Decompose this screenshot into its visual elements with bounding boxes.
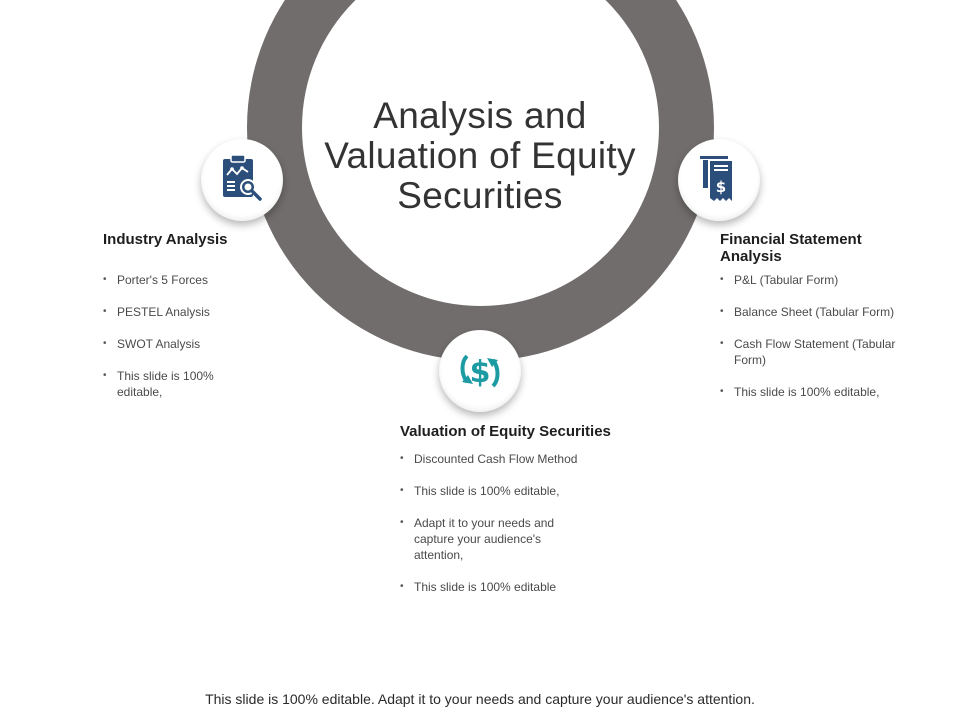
list-item: • This slide is 100% editable, xyxy=(720,384,920,400)
list-item: • This slide is 100% editable, xyxy=(400,483,590,499)
svg-text:$: $ xyxy=(469,355,491,390)
clipboard-chart-magnifier-icon xyxy=(215,153,269,207)
valuation-list xyxy=(400,451,590,611)
list-item: • Balance Sheet (Tabular Form) xyxy=(720,304,920,320)
list-item: • PESTEL Analysis xyxy=(103,304,253,320)
list-item: • Adapt it to your needs and capture your audience's attention, xyxy=(400,515,590,563)
valuation-title: Valuation of Equity Securities xyxy=(400,423,611,440)
list-item: • This slide is 100% editable, xyxy=(103,368,253,400)
list-item: • This slide is 100% editable xyxy=(400,579,590,595)
list-item: • Porter's 5 Forces xyxy=(103,272,253,288)
financial-statement-title: Financial Statement Analysis xyxy=(720,231,862,265)
list-item: • Discounted Cash Flow Method xyxy=(400,451,590,467)
dollar-cycle-icon xyxy=(453,344,507,398)
valuation-icon-circle xyxy=(439,330,521,412)
list-item: • SWOT Analysis xyxy=(103,336,253,352)
list-item: • Cash Flow Statement (Tabular Form) xyxy=(720,336,920,368)
financial-statement-list xyxy=(720,272,920,416)
financial-icon-circle xyxy=(678,139,760,221)
industry-analysis-title: Industry Analysis xyxy=(103,231,228,248)
svg-text:$: $ xyxy=(715,178,727,196)
list-item: • P&L (Tabular Form) xyxy=(720,272,920,288)
industry-icon-circle xyxy=(201,139,283,221)
footer-note: This slide is 100% editable. Adapt it to your needs and capture your audience's attention. xyxy=(205,691,755,707)
slide-title: Analysis and Valuation of Equity Securities xyxy=(324,95,636,216)
industry-analysis-list xyxy=(103,272,253,416)
receipt-dollar-icon xyxy=(692,153,746,207)
